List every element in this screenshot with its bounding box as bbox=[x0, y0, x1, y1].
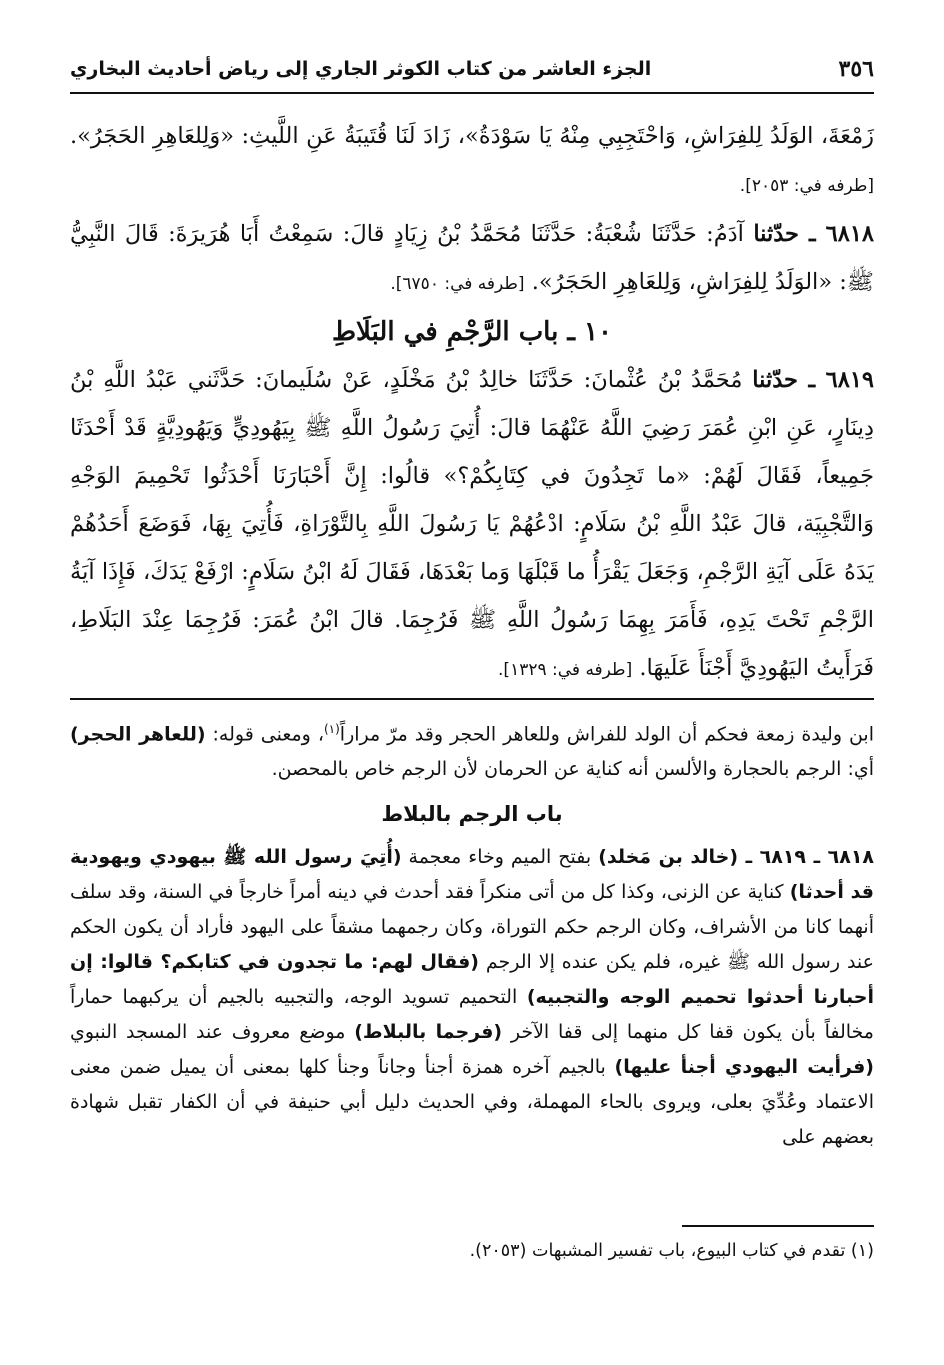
commentary-text: موضع معروف عند المسجد النبوي bbox=[70, 1021, 346, 1044]
footnote-marker: (١) bbox=[323, 722, 340, 736]
hadith-text bbox=[70, 112, 874, 694]
commentary-quote: ٦٨١٨ ـ ٦٨١٩ ـ (خالد بن مَخلد) bbox=[598, 846, 875, 869]
commentary-paragraph bbox=[70, 712, 874, 787]
commentary-quote: (أُتِيَ رسول الله ﷺ بيهودي ويهودية قد أحدثا) bbox=[70, 846, 875, 904]
commentary-quote: (فرأيت اليهودي أجنأ عليها) bbox=[614, 1056, 874, 1079]
commentary-text: بالجيم آخره همزة أجنأ وجاناً وجنأ كلها بمعنى أن يميل ضمن معنى الاعتماد وعُدِّيَ بعلى، ويروى بالحاء المهملة، وفي الحديث دليل أبي حنيفة في أن الكفار تقبل شهادة بعضهم على bbox=[70, 1056, 874, 1149]
commentary-text: بفتح الميم وخاء معجمة bbox=[408, 846, 592, 869]
chapter-title: ١٠ ـ باب الرَّجْمِ في البَلَاطِ bbox=[332, 317, 612, 347]
commentary-text: ، ومعنى قوله: bbox=[212, 723, 324, 746]
commentary-text: ابن وليدة زمعة فحكم أن الولد للفراش وللعاهر الحجر وقد مرّ مراراً bbox=[339, 723, 875, 746]
hadith-6818 bbox=[70, 210, 874, 308]
hadith-body: مُحَمَّدُ بْنُ عُثْمانَ: حَدَّثَنَا خالِدُ بْنُ مَخْلَدٍ، عَنْ سُلَيمانَ: حَدَّثَني عَبْدُ اللَّهِ بْنُ دِينَارٍ، عَنِ ابْنِ عُمَرَ رَضِيَ اللَّهُ عَنْهُمَا قالَ: أُتِيَ رَسُولُ اللَّهِ ﷺ بِيَهُودِيٍّ وَيَهُودِيَّةٍ قَدْ أَحْدَثَا جَمِيعاً، فَقَالَ لَهُمْ: «ما تَجِدُونَ في كِتَابِكُمْ؟» قالُوا: إِنَّ أَحْبَارَنَا أَحْدَثُوا تَحْمِيمَ الوَجْهِ وَالتَّجْبِيَة، قالَ عَبْدُ اللَّهِ بْنُ سَلَامٍ: ادْعُهُمْ يَا رَسُولَ اللَّهِ بِالتَّوْرَاةِ، فَأُتِيَ بِهَا، فَوَضَعَ أَحَدُهُمْ يَدَهُ عَلَى آيَةِ الرَّجْمِ، وَجَعَلَ يَقْرَأُ ما قَبْلَهَا وَما بَعْدَهَا، فَقَالَ لَهُ ابْنُ سَلَامٍ: ارْفَعْ يَدَكَ، فَإِذَا آيَةُ الرَّجْمِ تَحْتَ يَدِهِ، فَأَمَرَ بِهِمَا رَسُولُ اللَّهِ ﷺ فَرُجِمَا. قالَ ابْنُ عُمَرَ: فَرُجِمَا عِنْدَ البَلَاطِ، فَرَأَيتُ اليَهُودِيَّ أَجْنَأَ عَلَيهَا. bbox=[70, 367, 874, 681]
section-divider bbox=[70, 698, 874, 700]
footnote: (١) تقدم في كتاب البيوع، باب تفسير المشبهات (٢٠٥٣). bbox=[469, 1241, 874, 1261]
hadith-6819 bbox=[70, 356, 874, 694]
hadith-continuation-text: زَمْعَةَ، الوَلَدُ لِلفِرَاشِ، وَاحْتَجِبِي مِنْهُ يَا سَوْدَةُ»، زَادَ لَنَا قُتَيبَةُ عَنِ اللَّيثِ: «وَلِلعَاهِرِ الحَجَرُ». bbox=[70, 123, 874, 149]
footnote-rule bbox=[682, 1225, 874, 1227]
page-number: ٣٥٦ bbox=[838, 56, 874, 82]
hadith-continuation bbox=[70, 112, 874, 210]
cross-reference: [طرفه في: ١٣٢٩]. bbox=[498, 660, 633, 680]
commentary-quote: (فرجما بالبلاط) bbox=[354, 1021, 503, 1044]
cross-reference: [طرفه في: ٢٠٥٣]. bbox=[739, 176, 874, 196]
hadith-body: آدَمُ: حَدَّثَنَا شُعْبَةُ: حَدَّثَنَا مُحَمَّدُ بْنُ زِيَادٍ قالَ: سَمِعْتُ أَبَا هُرَيرَةَ: قَالَ النَّبِيُّ ﷺ: «الوَلَدُ لِلفِرَاشِ، وَلِلعَاهِرِ الحَجَرُ». bbox=[70, 221, 874, 295]
running-title: الجزء العاشر من كتاب الكوثر الجاري إلى رياض أحاديث البخاري bbox=[70, 58, 652, 80]
commentary-text: كناية عن الزنى، وكذا كل من أتى منكراً فقد أحدث في دينه أمراً خارجاً في السنة، وقد سلف أنهما كانا من الأشراف، وكان الرجم حكم التوراة، وكان رجمهما مشقاً على اليهود فأراد أن يكون الحكم عند رسول الله ﷺ غيره، فلم يكن عنده إلا الرجم bbox=[70, 881, 874, 974]
page-header bbox=[70, 52, 874, 94]
commentary bbox=[70, 712, 874, 1155]
hadith-number: ٦٨١٨ ـ حدّثنا bbox=[753, 221, 875, 247]
cross-reference: [طرفه في: ٦٧٥٠]. bbox=[390, 274, 525, 294]
commentary-text: أي: الرجم بالحجارة والألسن أنه كناية عن الحرمان لأن الرجم خاص بالمحصن. bbox=[271, 758, 874, 781]
commentary-quote: (للعاهر الحجر) bbox=[70, 723, 206, 746]
hadith-number: ٦٨١٩ ـ حدّثنا bbox=[752, 367, 875, 393]
commentary-paragraph bbox=[70, 840, 874, 1155]
commentary-quote: (فقال لهم: ما تجدون في كتابكم؟ قالوا: إن أحبارنا أحدثوا تحميم الوجه والتجبيه) bbox=[70, 951, 874, 1009]
commentary-text: التحميم تسويد الوجه، والتجبيه بالجيم أن يركبهما حماراً مخالفاً بأن يكون قفا كل منهما إلى قفا الآخر bbox=[70, 986, 874, 1044]
commentary-heading: باب الرجم بالبلاط bbox=[381, 802, 563, 827]
